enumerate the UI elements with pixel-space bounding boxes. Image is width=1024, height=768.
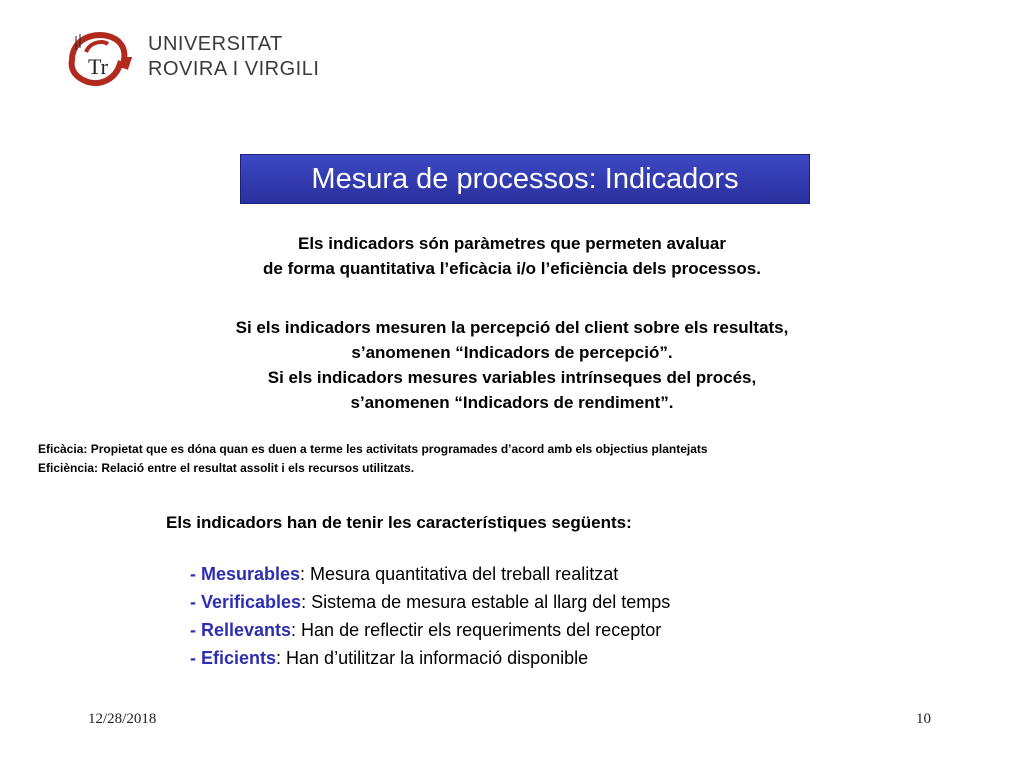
urv-logo-mark-icon: [68, 30, 132, 90]
list-item-desc: : Han d’utilitzar la informació disponible: [276, 648, 589, 668]
slide-title-banner: [240, 154, 810, 204]
footer-page-number: 10: [916, 711, 931, 727]
note-eficacia: Eficàcia: Propietat que es dóna quan es duen a terme les activitats programades d’acord amb els objectius plantejats: [38, 442, 708, 456]
university-name-line2: ROVIRA I VIRGILI: [148, 58, 320, 80]
university-name-line1: UNIVERSITAT: [148, 33, 283, 55]
characteristics-heading: Els indicadors han de tenir les característiques següents:: [166, 513, 632, 532]
list-item-term: - Verificables: [190, 592, 302, 612]
list-item: [190, 644, 670, 672]
perception-paragraph: [0, 315, 1024, 415]
list-item: [190, 560, 670, 588]
list-item-desc: : Han de reflectir els requeriments del receptor: [291, 620, 662, 640]
definition-paragraph: [0, 231, 1024, 281]
list-item: [190, 616, 670, 644]
footer-date: 12/28/2018: [88, 711, 157, 727]
list-item-term: - Mesurables: [190, 564, 301, 584]
perception-line2: s’anomenen “Indicadors de percepció”.: [351, 343, 673, 362]
perception-line4: s’anomenen “Indicadors de rendiment”.: [350, 393, 674, 412]
university-name: [148, 32, 319, 82]
definition-line1: Els indicadors són paràmetres que permeten avaluar: [298, 234, 726, 253]
note-eficiencia: Eficiència: Relació entre el resultat assolit i els recursos utilitzats.: [38, 461, 415, 475]
list-item-term: - Rellevants: [190, 620, 292, 640]
slide-title: Mesura de processos: Indicadors: [311, 163, 739, 195]
list-item-desc: : Mesura quantitativa del treball realitzat: [300, 564, 619, 584]
university-logo: [68, 30, 320, 90]
perception-line1: Si els indicadors mesuren la percepció del client sobre els resultats,: [235, 318, 789, 337]
definitions-notes: [38, 440, 708, 478]
svg-text:Tr: Tr: [88, 54, 108, 79]
list-item-desc: : Sistema de mesura estable al llarg del temps: [301, 592, 671, 612]
list-item: [190, 588, 670, 616]
list-item-term: - Eficients: [190, 648, 277, 668]
perception-line3: Si els indicadors mesures variables intrínseques del procés,: [267, 368, 757, 387]
definition-line2: de forma quantitativa l’eficàcia i/o l’eficiència dels processos.: [263, 259, 761, 278]
characteristics-list: [190, 560, 670, 672]
